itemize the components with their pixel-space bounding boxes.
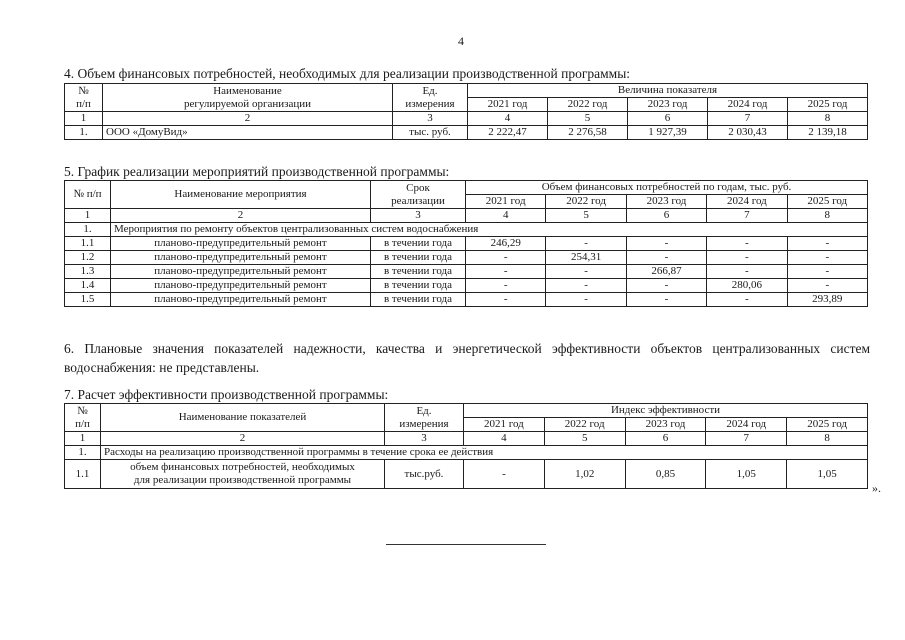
indicator-name: объем финансовых потребностей, необходимых для реализации производственной программы <box>101 460 385 489</box>
table-row <box>65 279 868 293</box>
value-2022: - <box>546 293 626 307</box>
group-row <box>65 446 868 460</box>
column-number: 4 <box>464 432 545 446</box>
value-2023: 0,85 <box>625 460 706 489</box>
group-row <box>65 223 868 237</box>
activity-name: планово-предупредительный ремонт <box>111 265 371 279</box>
header-year: 2023 год <box>626 195 706 209</box>
section-5-heading: 5. График реализации мероприятий производственной программы: <box>64 164 450 179</box>
row-no: 1.1 <box>65 237 111 251</box>
value-2024: - <box>707 251 787 265</box>
activity-name: планово-предупредительный ремонт <box>111 279 371 293</box>
header-unit: Ед. измерения <box>385 404 464 432</box>
term: в течении года <box>371 293 466 307</box>
header-year: 2024 год <box>707 195 787 209</box>
value-2021: - <box>466 251 546 265</box>
header-indicator-value: Величина показателя <box>468 84 868 98</box>
value-2023: - <box>626 279 706 293</box>
column-number: 7 <box>706 432 787 446</box>
table-row <box>65 293 868 307</box>
table-row <box>65 126 868 140</box>
value-2023: 266,87 <box>626 265 706 279</box>
header-year: 2021 год <box>466 195 546 209</box>
column-number: 4 <box>466 209 546 223</box>
column-number: 1 <box>65 432 101 446</box>
header-financial-needs: Объем финансовых потребностей по годам, тыс. руб. <box>466 181 868 195</box>
header-year: 2024 год <box>708 98 788 112</box>
column-number: 3 <box>385 432 464 446</box>
value-2021: - <box>466 293 546 307</box>
column-number: 3 <box>393 112 468 126</box>
term: в течении года <box>371 265 466 279</box>
value-2024: 280,06 <box>707 279 787 293</box>
closing-quote: ». <box>872 481 881 495</box>
value-2024: - <box>707 265 787 279</box>
value-2024: - <box>707 293 787 307</box>
value-2023: 1 927,39 <box>628 126 708 140</box>
schedule-table <box>64 180 868 307</box>
header-year: 2022 год <box>548 98 628 112</box>
row-no: 1.2 <box>65 251 111 265</box>
header-unit: Ед. измерения <box>393 84 468 112</box>
header-year: 2022 год <box>546 195 626 209</box>
column-number: 1 <box>65 112 103 126</box>
section-4-heading: 4. Объем финансовых потребностей, необходимых для реализации производственной программы: <box>64 66 631 81</box>
value-2022: - <box>546 265 626 279</box>
header-year: 2023 год <box>625 418 706 432</box>
column-number: 6 <box>626 209 706 223</box>
column-number: 8 <box>787 209 867 223</box>
row-no: 1.3 <box>65 265 111 279</box>
header-term: Срок реализации <box>371 181 466 209</box>
row-no: 1. <box>65 446 101 460</box>
header-no: № п/п <box>65 404 101 432</box>
column-number: 8 <box>788 112 868 126</box>
column-number: 6 <box>625 432 706 446</box>
value-2024: 1,05 <box>706 460 787 489</box>
section-6-text: 6. Плановые значения показателей надежности, качества и энергетической эффективности объектов централизованных систем водоснабжения: не представлены. <box>64 341 870 375</box>
row-no: 1.4 <box>65 279 111 293</box>
row-no: 1. <box>65 126 103 140</box>
value-2023: - <box>626 251 706 265</box>
group-title: Мероприятия по ремонту объектов централизованных систем водоснабжения <box>111 223 868 237</box>
column-number: 7 <box>708 112 788 126</box>
header-organization: Наименование регулируемой организации <box>103 84 393 112</box>
value-2025: - <box>787 265 867 279</box>
term: в течении года <box>371 237 466 251</box>
value-2023: - <box>626 293 706 307</box>
table-row <box>65 460 868 489</box>
header-year: 2022 год <box>544 418 625 432</box>
page-number: 4 <box>458 34 464 48</box>
efficiency-table <box>64 403 868 489</box>
value-2022: 2 276,58 <box>548 126 628 140</box>
table-row <box>65 265 868 279</box>
value-2021: - <box>464 460 545 489</box>
value-2025: - <box>787 237 867 251</box>
value-2025: 2 139,18 <box>788 126 868 140</box>
column-number: 1 <box>65 209 111 223</box>
value-2022: 1,02 <box>544 460 625 489</box>
value-2025: 293,89 <box>787 293 867 307</box>
column-number: 8 <box>787 432 868 446</box>
divider-line <box>386 544 546 545</box>
column-number: 7 <box>707 209 787 223</box>
header-indicator-name: Наименование показателей <box>101 404 385 432</box>
value-2022: 254,31 <box>546 251 626 265</box>
value-2025: 1,05 <box>787 460 868 489</box>
header-activity: Наименование мероприятия <box>111 181 371 209</box>
group-title: Расходы на реализацию производственной программы в течение срока ее действия <box>101 446 868 460</box>
value-2021: - <box>466 265 546 279</box>
value-2025: - <box>787 279 867 293</box>
header-year: 2025 год <box>788 98 868 112</box>
header-year: 2025 год <box>787 418 868 432</box>
activity-name: планово-предупредительный ремонт <box>111 251 371 265</box>
value-2022: - <box>546 237 626 251</box>
value-2021: 2 222,47 <box>468 126 548 140</box>
header-year: 2024 год <box>706 418 787 432</box>
activity-name: планово-предупредительный ремонт <box>111 237 371 251</box>
column-number: 2 <box>111 209 371 223</box>
column-number: 2 <box>101 432 385 446</box>
value-2023: - <box>626 237 706 251</box>
term: в течении года <box>371 279 466 293</box>
header-no: № п/п <box>65 84 103 112</box>
value-2024: 2 030,43 <box>708 126 788 140</box>
value-2024: - <box>707 237 787 251</box>
row-no: 1.5 <box>65 293 111 307</box>
value-2021: - <box>466 279 546 293</box>
header-year: 2021 год <box>468 98 548 112</box>
column-number: 3 <box>371 209 466 223</box>
column-number: 2 <box>103 112 393 126</box>
row-no: 1. <box>65 223 111 237</box>
unit: тыс. руб. <box>393 126 468 140</box>
header-year: 2025 год <box>787 195 867 209</box>
header-no: № п/п <box>65 181 111 209</box>
column-number: 5 <box>546 209 626 223</box>
header-year: 2021 год <box>464 418 545 432</box>
header-efficiency-index: Индекс эффективности <box>464 404 868 418</box>
section-7-heading: 7. Расчет эффективности производственной программы: <box>64 387 389 402</box>
column-number: 5 <box>544 432 625 446</box>
value-2021: 246,29 <box>466 237 546 251</box>
table-row <box>65 237 868 251</box>
column-number: 5 <box>548 112 628 126</box>
unit: тыс.руб. <box>385 460 464 489</box>
column-number: 4 <box>468 112 548 126</box>
value-2025: - <box>787 251 867 265</box>
organization-name: ООО «ДомуВид» <box>103 126 393 140</box>
column-number: 6 <box>628 112 708 126</box>
financial-needs-table <box>64 83 868 140</box>
activity-name: планово-предупредительный ремонт <box>111 293 371 307</box>
table-row <box>65 251 868 265</box>
term: в течении года <box>371 251 466 265</box>
value-2022: - <box>546 279 626 293</box>
header-year: 2023 год <box>628 98 708 112</box>
row-no: 1.1 <box>65 460 101 489</box>
